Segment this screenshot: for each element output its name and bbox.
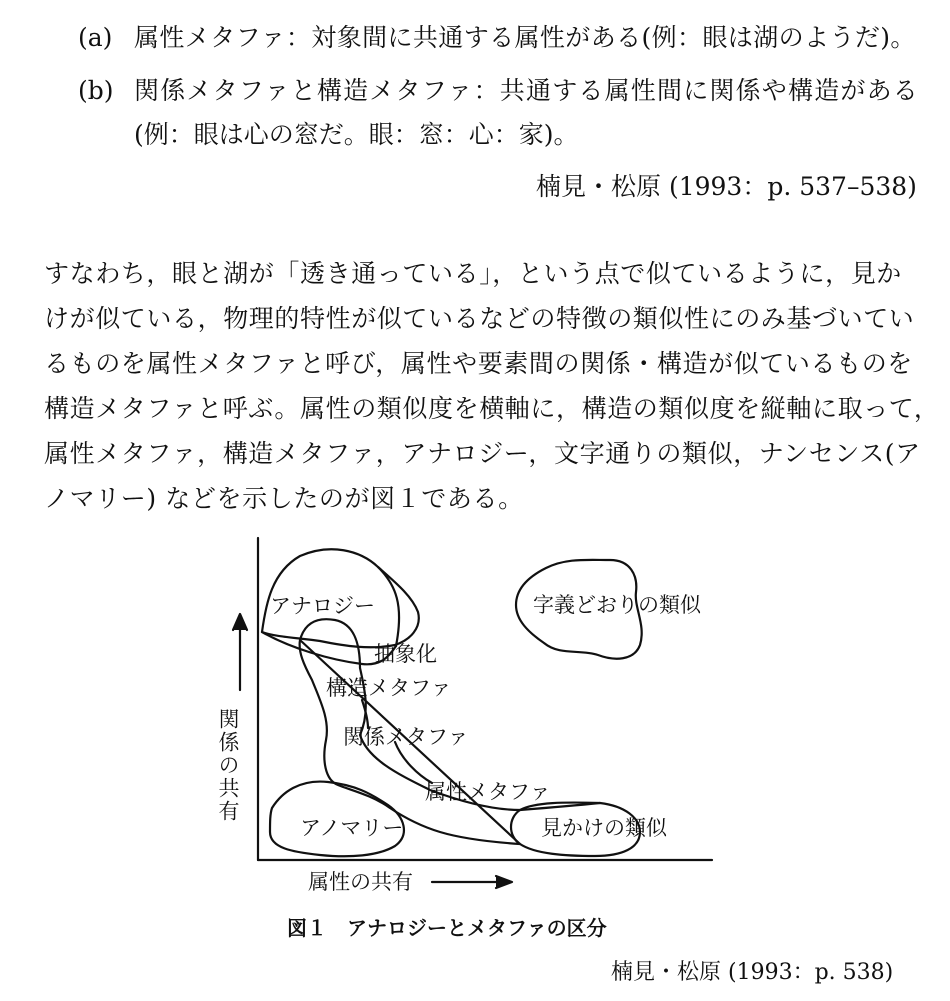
definition-b-text-line1: 関係メタファと構造メタファ：共通する属性間に関係や構造がある: [134, 76, 920, 105]
definition-a-text: 属性メタファ：対象間に共通する属性がある(例：眼は湖のようだ)。: [134, 23, 916, 52]
paragraph-line: ノマリー) などを示したのが図１である。: [44, 484, 524, 513]
structure-metaphor-label: 構造メタファ: [326, 676, 452, 700]
relation-metaphor-label: 関係メタファ: [343, 725, 469, 749]
definitions-source: 楠見・松原 (1993：p. 537–538): [536, 172, 917, 201]
anomaly-label: アノマリー: [300, 816, 404, 840]
paragraph-line: 属性メタファ，構造メタファ，アナロジー，文字通りの類似，ナンセンス(ア: [44, 439, 921, 468]
paragraph-line: すなわち，眼と湖が「透き通っている」，という点で似ているように，見か: [44, 259, 902, 288]
paragraph-line: けが似ている，物理的特性が似ているなどの特徴の類似性にのみ基づいてい: [44, 304, 915, 333]
abstraction-connector: [378, 567, 399, 646]
appearance-similarity-label: 見かけの類似: [541, 816, 667, 840]
analogy-label: アナロジー: [270, 594, 375, 618]
paragraph-line: 構造メタファと呼ぶ。属性の類似度を横軸に，構造の類似度を縦軸に取って，: [44, 394, 940, 423]
x-axis-label: 属性の共有: [308, 870, 413, 894]
definition-a-marker: (a): [78, 23, 113, 52]
x-axis-arrowhead: [496, 876, 512, 888]
paragraph-line: るものを属性メタファと呼び，属性や要素間の関係・構造が似ているものを: [44, 349, 913, 378]
literal-similarity-label: 字義どおりの類似: [533, 593, 701, 617]
abstraction-label: 抽象化: [374, 642, 437, 666]
y-axis-label: 関係の共有: [216, 708, 240, 823]
attribute-metaphor-label: 属性メタファ: [425, 780, 551, 804]
definition-b-text-line2: (例：眼は心の窓だ。眼：窓：心：家)。: [134, 120, 579, 149]
y-axis-arrowhead: [233, 614, 247, 630]
figure-source: 楠見・松原 (1993：p. 538): [611, 960, 894, 985]
definition-b-marker: (b): [78, 76, 114, 105]
figure-caption: 図１ アナロジーとメタファの区分: [287, 916, 607, 940]
